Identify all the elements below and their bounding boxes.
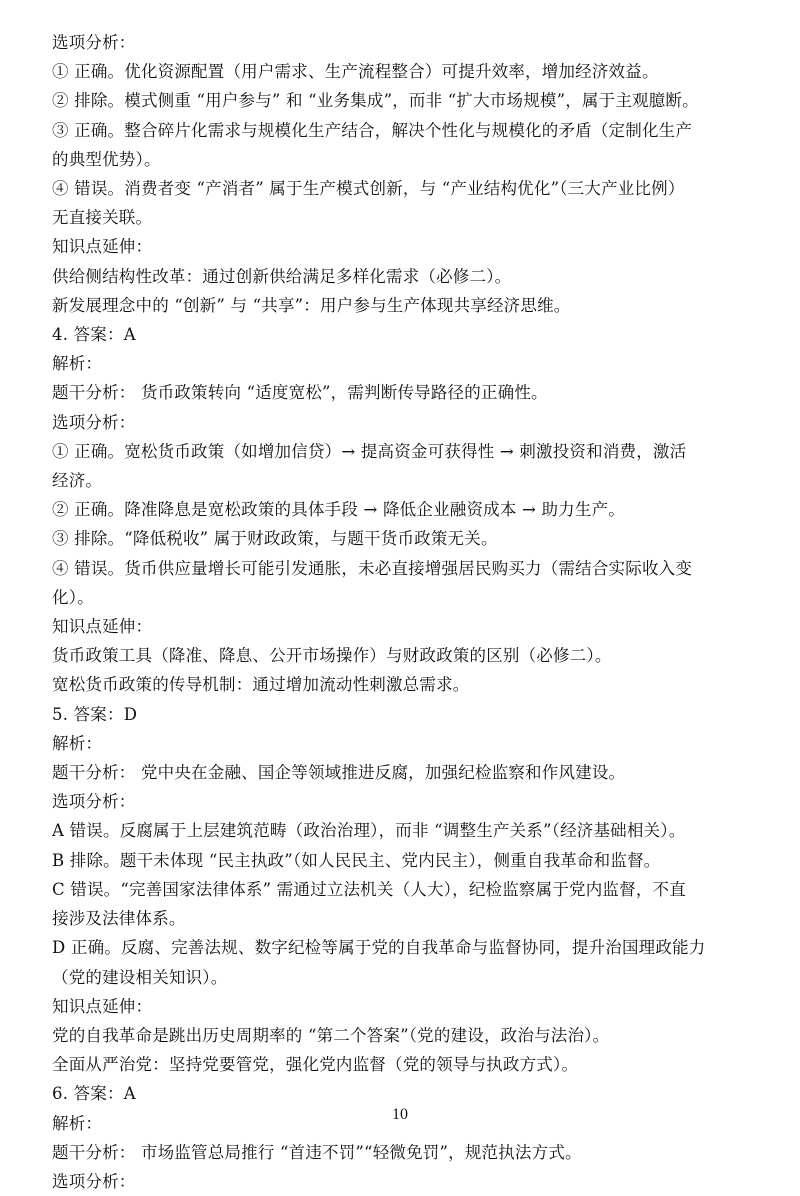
text-line: 货币政策工具（降准、降息、公开市场操作）与财政政策的区别（必修二）。 — [52, 646, 612, 666]
text-line: 供给侧结构性改革：通过创新供给满足多样化需求（必修二）。 — [52, 266, 512, 286]
text-line: 知识点延伸： — [52, 237, 153, 257]
text-line: 5. 答案：D — [52, 704, 138, 724]
text-line: 4. 答案：A — [52, 325, 136, 345]
text-line: 的典型优势）。 — [52, 149, 161, 169]
page-number: 10 — [392, 1106, 408, 1123]
text-line: 选项分析： — [52, 33, 136, 52]
text-line: 选项分析： — [52, 1171, 136, 1191]
text-line: B 排除。题干未体现 “民主执政”（如人民民主、党内民主），侧重自我革命和监督。 — [52, 850, 661, 870]
text-line: A 错误。反腐属于上层建筑范畴（政治治理），而非 “调整生产关系”（经济基础相关）。 — [52, 821, 686, 841]
text-line: 宽松货币政策的传导机制：通过增加流动性刺激总需求。 — [52, 675, 470, 695]
text-line: 全面从严治党：坚持党要管党，强化党内监督（党的领导与执政方式）。 — [52, 1055, 579, 1075]
text-line: ③ 正确。整合碎片化需求与规模化生产结合，解决个性化与规模化的矛盾（定制化生产 — [52, 120, 693, 140]
text-line: 无直接关联。 — [52, 208, 153, 228]
text-line: ③ 排除。“降低税收” 属于财政政策，与题干货币政策无关。 — [52, 529, 498, 549]
text-line: 选项分析： — [52, 792, 136, 812]
text-line: 题干分析： 党中央在金融、国企等领域推进反腐，加强纪检监察和作风建设。 — [52, 763, 626, 783]
text-line: 解析： — [52, 733, 103, 753]
text-line: 新发展理念中的 “创新” 与 “共享”：用户参与生产体现共享经济思维。 — [52, 295, 571, 315]
text-line: 党的自我革命是跳出历史周期率的 “第二个答案”（党的建设，政治与法治）。 — [52, 1025, 610, 1045]
text-line: ① 正确。优化资源配置（用户需求、生产流程整合）可提升效率，增加经济效益。 — [52, 62, 659, 82]
text-line: （党的建设相关知识）。 — [52, 967, 228, 987]
text-line: 6. 答案：A — [52, 1084, 136, 1104]
text-line: ④ 错误。消费者变 “产消者” 属于生产模式创新，与 “产业结构优化”（三大产业比例） — [52, 179, 685, 199]
text-line: 经济。 — [52, 471, 103, 491]
text-line: 化）。 — [52, 587, 94, 607]
text-line: 选项分析： — [52, 412, 136, 432]
text-line: 题干分析： 市场监管总局推行 “首违不罚”“轻微免罚”，规范执法方式。 — [52, 1142, 582, 1162]
text-line: ② 正确。降准降息是宽松政策的具体手段 → 降低企业融资成本 → 助力生产。 — [52, 500, 625, 520]
text-line: 解析： — [52, 1113, 103, 1133]
text-line: ④ 错误。货币供应量增长可能引发通胀，未必直接增强居民购买力（需结合实际收入变 — [52, 558, 693, 578]
text-line: 知识点延伸： — [52, 617, 153, 637]
text-line: 接涉及法律体系。 — [52, 909, 186, 929]
text-line: 题干分析： 货币政策转向 “适度宽松”，需判断传导路径的正确性。 — [52, 383, 548, 403]
text-line: C 错误。“完善国家法律体系” 需通过立法机关（人大），纪检监察属于党内监督，不直 — [52, 879, 686, 899]
text-line: 知识点延伸： — [52, 996, 153, 1016]
text-line: ① 正确。宽松货币政策（如增加信贷）→ 提高资金可获得性 → 刺激投资和消费，激活 — [52, 441, 687, 461]
text-line: 解析： — [52, 354, 103, 374]
text-line: ② 排除。模式侧重 “用户参与” 和 “业务集成”，而非 “扩大市场规模”，属于主观臆断。 — [52, 91, 699, 111]
text-line: D 正确。反腐、完善法规、数字纪检等属于党的自我革命与监督协同，提升治国理政能力 — [52, 938, 706, 958]
document-body — [52, 28, 754, 1196]
